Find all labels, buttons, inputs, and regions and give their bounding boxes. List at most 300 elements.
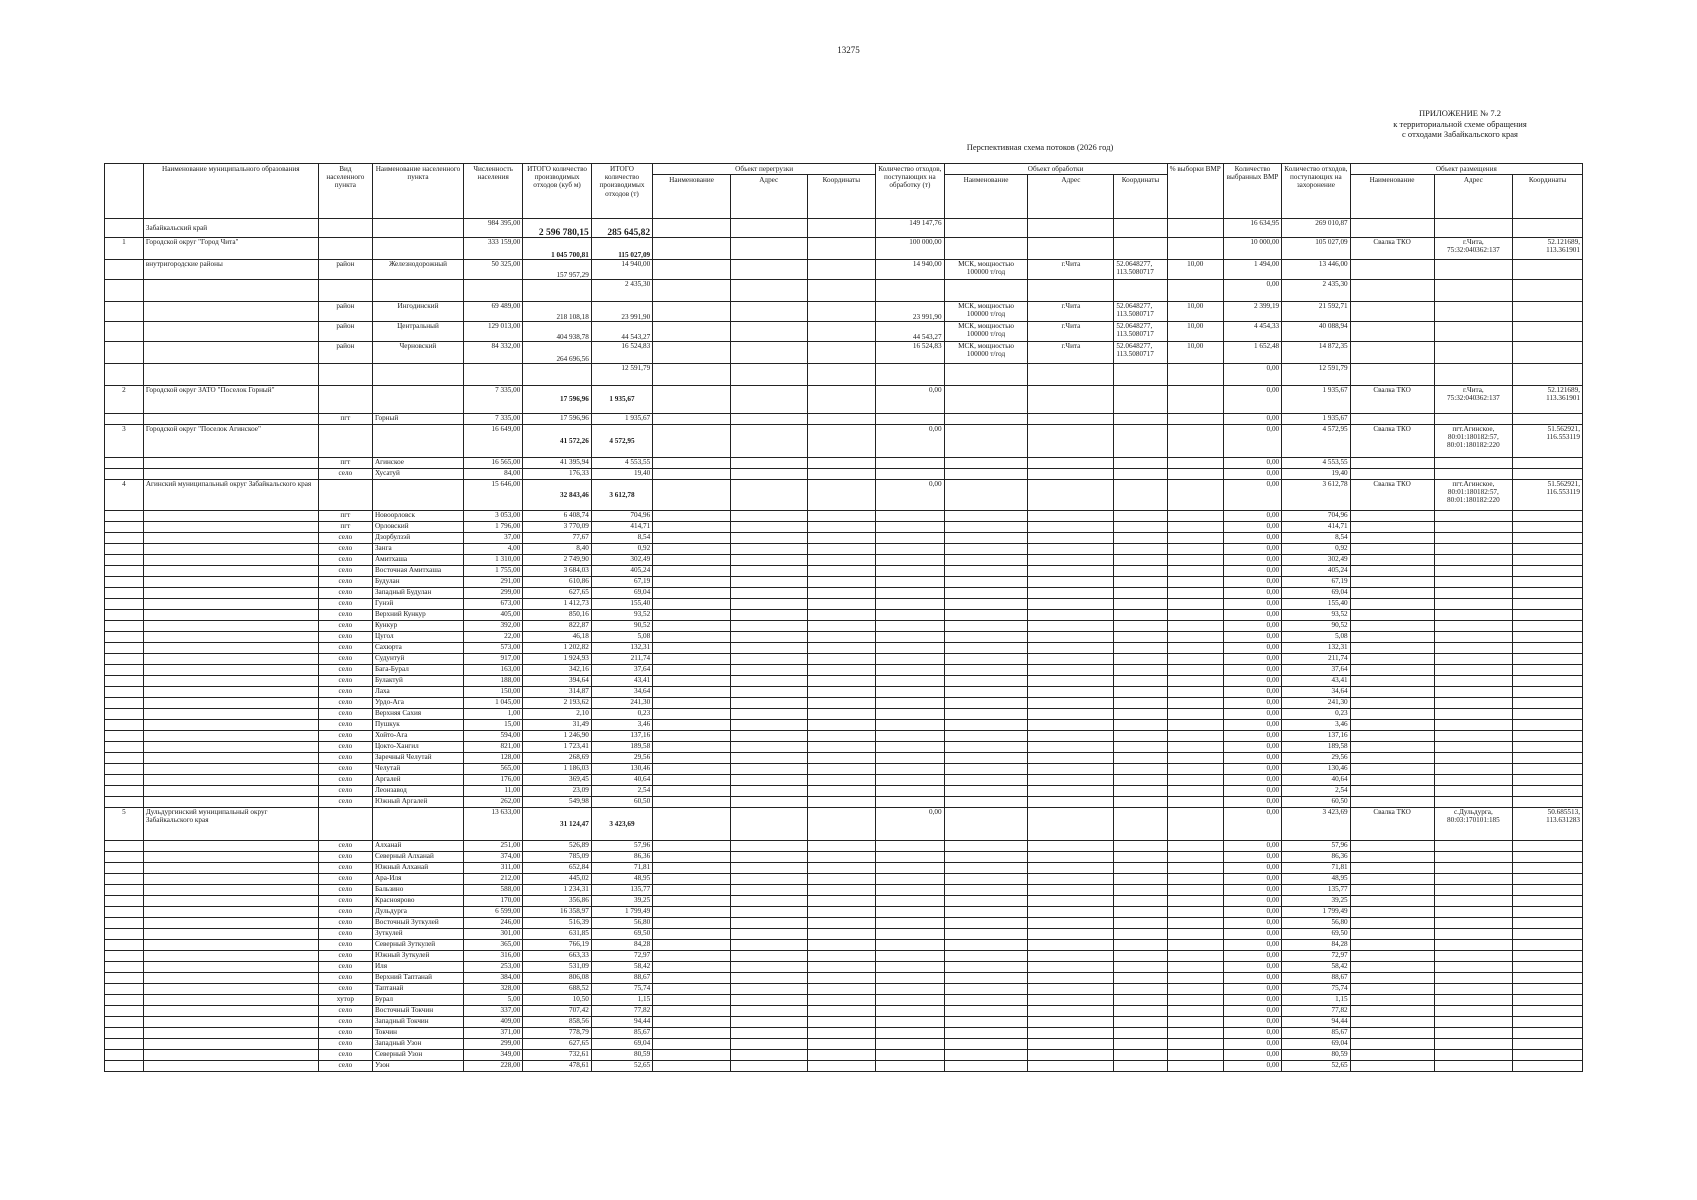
- settlement-type: пгт: [318, 511, 372, 522]
- settlement-type: село: [318, 555, 372, 566]
- row-number: 1: [105, 238, 144, 260]
- total-mass: 2 435,30: [591, 280, 652, 302]
- total-volume: 176,33: [523, 469, 592, 480]
- population: 405,00: [463, 610, 522, 621]
- settlement-row: [105, 577, 1583, 588]
- settlement-name: Леонзавод: [372, 786, 463, 797]
- settlement-name: Орловский: [372, 522, 463, 533]
- placement-coords: 52.121689, 113.361901: [1513, 386, 1583, 414]
- settlement-row: [105, 753, 1583, 764]
- appendix-line-3: с отходами Забайкальского края: [1402, 129, 1518, 139]
- to-burial: 405,24: [1282, 566, 1351, 577]
- total-volume: 1 246,90: [523, 731, 592, 742]
- settlement-row: [105, 566, 1583, 577]
- settlement-row: [105, 588, 1583, 599]
- to-burial: 1 935,67: [1282, 414, 1351, 425]
- total-mass: 130,46: [591, 764, 652, 775]
- total-volume: 2 749,90: [523, 555, 592, 566]
- vmr-qty: 0,00: [1223, 1006, 1281, 1017]
- region-to-processing: 149 147,76: [876, 219, 945, 238]
- vmr-qty: 0,00: [1223, 841, 1281, 852]
- total-volume: 16 358,97: [523, 907, 592, 918]
- settlement-row: [105, 1039, 1583, 1050]
- population: 16 565,00: [463, 458, 522, 469]
- total-volume: 32 843,46: [523, 480, 592, 511]
- total-volume: 549,98: [523, 797, 592, 808]
- settlement-name: Токчин: [372, 1028, 463, 1039]
- settlement-name: Красноярово: [372, 896, 463, 907]
- to-burial: 85,67: [1282, 1028, 1351, 1039]
- processing-address: г.Чита: [1028, 260, 1114, 280]
- row-number: 4: [105, 480, 144, 511]
- settlement-row: [105, 940, 1583, 951]
- population: 333 159,00: [463, 238, 522, 260]
- to-burial: 19,40: [1282, 469, 1351, 480]
- population: 392,00: [463, 621, 522, 632]
- total-mass: 88,67: [591, 973, 652, 984]
- to-burial: 72,97: [1282, 951, 1351, 962]
- to-burial: 1,15: [1282, 995, 1351, 1006]
- settlement-name: Пушкук: [372, 720, 463, 731]
- total-volume: 394,64: [523, 676, 592, 687]
- settlement-type: пгт: [318, 458, 372, 469]
- region-volume: 2 596 780,15: [523, 219, 592, 238]
- vmr-qty: 1 652,48: [1223, 342, 1281, 364]
- total-volume: 610,86: [523, 577, 592, 588]
- settlement-name: Бага-Бурал: [372, 665, 463, 676]
- total-mass: 704,96: [591, 511, 652, 522]
- to-burial: 132,31: [1282, 643, 1351, 654]
- vmr-qty: 0,00: [1223, 896, 1281, 907]
- population: 299,00: [463, 1039, 522, 1050]
- header-proc-name: Наименование: [944, 175, 1028, 219]
- vmr-qty: 0,00: [1223, 643, 1281, 654]
- total-mass: 29,56: [591, 753, 652, 764]
- to-burial: 43,41: [1282, 676, 1351, 687]
- vmr-qty: 0,00: [1223, 918, 1281, 929]
- header-municipality: Наименование муниципального образования: [143, 164, 318, 219]
- to-processing: 0,00: [876, 425, 945, 458]
- to-burial: 1 935,67: [1282, 386, 1351, 414]
- settlement-type: село: [318, 643, 372, 654]
- total-mass: 211,74: [591, 654, 652, 665]
- settlement-row: [105, 951, 1583, 962]
- vmr-qty: 0,00: [1223, 533, 1281, 544]
- settlement-row: [105, 984, 1583, 995]
- total-mass: 94,44: [591, 1017, 652, 1028]
- total-mass: 405,24: [591, 566, 652, 577]
- total-mass: 0,92: [591, 544, 652, 555]
- population: 262,00: [463, 797, 522, 808]
- total-mass: 52,65: [591, 1061, 652, 1072]
- district-row: [105, 260, 1583, 280]
- settlement-type: село: [318, 676, 372, 687]
- processing-name: МСК, мощностью 100000 т/год: [944, 302, 1028, 322]
- total-volume: 766,19: [523, 940, 592, 951]
- population: 299,00: [463, 588, 522, 599]
- settlement-row: [105, 720, 1583, 731]
- population: 69 489,00: [463, 302, 522, 322]
- settlement-type: село: [318, 731, 372, 742]
- population: 128,00: [463, 753, 522, 764]
- total-mass: 19,40: [591, 469, 652, 480]
- total-volume: 264 696,56: [523, 342, 592, 364]
- settlement-row: [105, 610, 1583, 621]
- settlement-type: село: [318, 896, 372, 907]
- settlement-type: село: [318, 929, 372, 940]
- appendix-line-1: ПРИЛОЖЕНИЕ № 7.2: [1419, 108, 1501, 118]
- vmr-qty: 0,00: [1223, 764, 1281, 775]
- population: 5,00: [463, 995, 522, 1006]
- settlement-type: район: [318, 260, 372, 280]
- settlement-type: хутор: [318, 995, 372, 1006]
- vmr-qty: 0,00: [1223, 610, 1281, 621]
- to-processing: 0,00: [876, 480, 945, 511]
- settlement-name: Бурал: [372, 995, 463, 1006]
- settlement-name: Восточная Амитхаша: [372, 566, 463, 577]
- to-burial: 0,23: [1282, 709, 1351, 720]
- settlement-row: [105, 1028, 1583, 1039]
- total-mass: 85,67: [591, 1028, 652, 1039]
- total-mass: 48,95: [591, 874, 652, 885]
- processing-address: г.Чита: [1028, 302, 1114, 322]
- total-volume: 41 395,94: [523, 458, 592, 469]
- settlement-type: село: [318, 940, 372, 951]
- placement-address: пгт.Агинское, 80:01:180182:57, 80:01:180182:220: [1434, 480, 1513, 511]
- total-mass: 37,64: [591, 665, 652, 676]
- population: 84 332,00: [463, 342, 522, 364]
- total-volume: 8,40: [523, 544, 592, 555]
- total-volume: 2 193,62: [523, 698, 592, 709]
- duldurga-settlement-rows: [105, 841, 1583, 1072]
- settlement-name: Восточный Токчин: [372, 1006, 463, 1017]
- settlement-row: [105, 995, 1583, 1006]
- vmr-qty: 0,00: [1223, 687, 1281, 698]
- vmr-qty: 0,00: [1223, 588, 1281, 599]
- header-place-address: Адрес: [1434, 175, 1513, 219]
- settlement-row: [105, 599, 1583, 610]
- settlement-row: [105, 709, 1583, 720]
- settlement-type: село: [318, 665, 372, 676]
- municipality-row-chita: [105, 238, 1583, 260]
- settlement-name: Новоорловск: [372, 511, 463, 522]
- settlement-type: село: [318, 1028, 372, 1039]
- population: 365,00: [463, 940, 522, 951]
- population: 374,00: [463, 852, 522, 863]
- to-burial: 88,67: [1282, 973, 1351, 984]
- vmr-qty: 0,00: [1223, 577, 1281, 588]
- population: 371,00: [463, 1028, 522, 1039]
- processing-coords: 52.0648277, 113.5080717: [1114, 260, 1167, 280]
- placement-coords: 50.685513, 113.631283: [1513, 808, 1583, 841]
- total-volume: 778,79: [523, 1028, 592, 1039]
- region-to-burial: 269 010,87: [1282, 219, 1351, 238]
- population: 291,00: [463, 577, 522, 588]
- header-proc-coords: Координаты: [1114, 175, 1167, 219]
- settlement-name: Северный Зуткулей: [372, 940, 463, 951]
- row-number: 5: [105, 808, 144, 841]
- total-volume: 41 572,26: [523, 425, 592, 458]
- to-burial: 37,64: [1282, 665, 1351, 676]
- population: 311,00: [463, 863, 522, 874]
- settlement-name: Сахюрта: [372, 643, 463, 654]
- total-mass: 86,36: [591, 852, 652, 863]
- settlement-row: [105, 698, 1583, 709]
- vmr-qty: 0,00: [1223, 632, 1281, 643]
- settlement-type: село: [318, 962, 372, 973]
- total-volume: 732,61: [523, 1050, 592, 1061]
- population: 16 649,00: [463, 425, 522, 458]
- total-volume: 23,09: [523, 786, 592, 797]
- to-burial: 3,46: [1282, 720, 1351, 731]
- settlement-type: село: [318, 621, 372, 632]
- header-reload-name: Наименование: [653, 175, 731, 219]
- population: 301,00: [463, 929, 522, 940]
- total-mass: 135,77: [591, 885, 652, 896]
- placement-address: пгт.Агинское, 80:01:180182:57, 80:01:180182:220: [1434, 425, 1513, 458]
- total-volume: 369,45: [523, 775, 592, 786]
- vmr-pct: 10,00: [1167, 302, 1223, 322]
- region-population: 984 395,00: [463, 219, 522, 238]
- total-mass: 84,28: [591, 940, 652, 951]
- population: 22,00: [463, 632, 522, 643]
- to-burial: 211,74: [1282, 654, 1351, 665]
- to-burial: 40 088,94: [1282, 322, 1351, 342]
- to-burial: 40,64: [1282, 775, 1351, 786]
- total-mass: 1,15: [591, 995, 652, 1006]
- total-mass: 4 553,55: [591, 458, 652, 469]
- district-row: [105, 342, 1583, 364]
- vmr-qty: 0,00: [1223, 720, 1281, 731]
- total-mass: 3,46: [591, 720, 652, 731]
- processing-name: МСК, мощностью 100000 т/год: [944, 342, 1028, 364]
- settlement-name: Челутай: [372, 764, 463, 775]
- total-volume: 531,09: [523, 962, 592, 973]
- total-volume: 6 408,74: [523, 511, 592, 522]
- vmr-qty: 0,00: [1223, 522, 1281, 533]
- vmr-qty: 0,00: [1223, 458, 1281, 469]
- vmr-qty: 0,00: [1223, 775, 1281, 786]
- to-burial: 4 572,95: [1282, 425, 1351, 458]
- settlement-row: [105, 643, 1583, 654]
- population: 150,00: [463, 687, 522, 698]
- municipality-name: Агинский муниципальный округ Забайкальского края: [143, 480, 318, 511]
- header-to-burial: Количество отходов, поступающих на захоронение: [1282, 164, 1351, 219]
- placement-name: Свалка ТКО: [1350, 808, 1434, 841]
- vmr-qty: 4 454,33: [1223, 322, 1281, 342]
- vmr-qty: 0,00: [1223, 742, 1281, 753]
- settlement-type: село: [318, 874, 372, 885]
- settlement-type: село: [318, 973, 372, 984]
- total-mass: 155,40: [591, 599, 652, 610]
- total-volume: 3 684,03: [523, 566, 592, 577]
- processing-address: г.Чита: [1028, 322, 1114, 342]
- total-volume: 663,33: [523, 951, 592, 962]
- settlement-type: село: [318, 1050, 372, 1061]
- total-mass: 16 524,83: [591, 342, 652, 364]
- processing-coords: 52.0648277, 113.5080717: [1114, 322, 1167, 342]
- population: 4,00: [463, 544, 522, 555]
- population: 316,00: [463, 951, 522, 962]
- to-burial: 137,16: [1282, 731, 1351, 742]
- to-burial: 3 612,78: [1282, 480, 1351, 511]
- municipality-row-gorny: [105, 386, 1583, 414]
- to-processing: 16 524,83: [876, 342, 945, 364]
- population: 129 013,00: [463, 322, 522, 342]
- settlement-name: Агинское: [372, 458, 463, 469]
- to-burial: 58,42: [1282, 962, 1351, 973]
- to-burial: 90,52: [1282, 621, 1351, 632]
- settlement-type: село: [318, 775, 372, 786]
- total-volume: 627,65: [523, 1039, 592, 1050]
- to-burial: 12 591,79: [1282, 364, 1351, 386]
- to-burial: 13 446,00: [1282, 260, 1351, 280]
- total-volume: 822,87: [523, 621, 592, 632]
- vmr-qty: 0,00: [1223, 1050, 1281, 1061]
- vmr-qty: 0,00: [1223, 852, 1281, 863]
- population: 163,00: [463, 665, 522, 676]
- settlement-type: село: [318, 863, 372, 874]
- to-burial: 189,58: [1282, 742, 1351, 753]
- to-burial: 2,54: [1282, 786, 1351, 797]
- vmr-qty: 0,00: [1223, 1017, 1281, 1028]
- total-mass: 4 572,95: [591, 425, 652, 458]
- settlement-name: Черновский: [372, 342, 463, 364]
- settlement-type: село: [318, 709, 372, 720]
- to-burial: 5,08: [1282, 632, 1351, 643]
- population: 1 310,00: [463, 555, 522, 566]
- settlement-type: село: [318, 841, 372, 852]
- population: 253,00: [463, 962, 522, 973]
- settlement-row: [105, 852, 1583, 863]
- total-volume: 17 596,96: [523, 414, 592, 425]
- settlement-row: [105, 654, 1583, 665]
- settlement-type: село: [318, 852, 372, 863]
- total-volume: 516,39: [523, 918, 592, 929]
- vmr-qty: 0,00: [1223, 984, 1281, 995]
- vmr-qty: 1 494,00: [1223, 260, 1281, 280]
- population: 917,00: [463, 654, 522, 665]
- total-mass: 39,25: [591, 896, 652, 907]
- district-remainder-row: [105, 364, 1583, 386]
- total-mass: 5,08: [591, 632, 652, 643]
- settlement-row: [105, 731, 1583, 742]
- settlement-row: [105, 544, 1583, 555]
- total-volume: 631,85: [523, 929, 592, 940]
- vmr-qty: 0,00: [1223, 654, 1281, 665]
- total-volume: 1 186,03: [523, 764, 592, 775]
- population: 1 045,00: [463, 698, 522, 709]
- population: 251,00: [463, 841, 522, 852]
- total-mass: 71,81: [591, 863, 652, 874]
- settlement-name: Верхний Таптанай: [372, 973, 463, 984]
- total-mass: 1 935,67: [591, 414, 652, 425]
- vmr-qty: 0,00: [1223, 940, 1281, 951]
- to-burial: 3 423,69: [1282, 808, 1351, 841]
- vmr-qty: 0,00: [1223, 995, 1281, 1006]
- settlement-name: Дзорбулзэй: [372, 533, 463, 544]
- settlement-row: [105, 962, 1583, 973]
- settlement-row: [105, 1061, 1583, 1072]
- vmr-pct: 10,00: [1167, 342, 1223, 364]
- to-processing: 23 991,90: [876, 302, 945, 322]
- settlement-name: Западный Узон: [372, 1039, 463, 1050]
- population: 15,00: [463, 720, 522, 731]
- settlement-name: Ингодинский: [372, 302, 463, 322]
- header-reload-address: Адрес: [730, 175, 807, 219]
- total-volume: 806,08: [523, 973, 592, 984]
- settlement-type: район: [318, 322, 372, 342]
- vmr-qty: 0,00: [1223, 808, 1281, 841]
- settlement-row: [105, 621, 1583, 632]
- total-volume: 356,86: [523, 896, 592, 907]
- settlement-type: село: [318, 566, 372, 577]
- settlement-type: село: [318, 610, 372, 621]
- settlement-name: Цокто-Хангил: [372, 742, 463, 753]
- settlement-name: Аргалей: [372, 775, 463, 786]
- total-mass: 43,41: [591, 676, 652, 687]
- population: 1 796,00: [463, 522, 522, 533]
- to-processing: 14 940,00: [876, 260, 945, 280]
- settlement-name: Иля: [372, 962, 463, 973]
- population: 188,00: [463, 676, 522, 687]
- municipality-name: Городской округ "Город Чита": [143, 238, 318, 260]
- to-burial: 60,50: [1282, 797, 1351, 808]
- total-mass: 67,19: [591, 577, 652, 588]
- to-burial: 56,80: [1282, 918, 1351, 929]
- settlement-row: [105, 929, 1583, 940]
- settlement-row: [105, 907, 1583, 918]
- settlement-name: Узон: [372, 1061, 463, 1072]
- settlement-row: [105, 555, 1583, 566]
- header-total-volume: ИТОГО количество производимых отходов (куб м): [523, 164, 592, 219]
- to-burial: 14 872,35: [1282, 342, 1351, 364]
- header-row-1: [105, 164, 1583, 175]
- total-mass: 3 612,78: [591, 480, 652, 511]
- header-vmr-qty: Количество выбранных ВМР: [1223, 164, 1281, 219]
- vmr-qty: 0,00: [1223, 414, 1281, 425]
- settlement-type: район: [318, 302, 372, 322]
- to-burial: 77,82: [1282, 1006, 1351, 1017]
- vmr-qty: 2 399,19: [1223, 302, 1281, 322]
- vmr-qty: 0,00: [1223, 1061, 1281, 1072]
- to-burial: 84,28: [1282, 940, 1351, 951]
- to-burial: 67,19: [1282, 577, 1351, 588]
- vmr-pct: 10,00: [1167, 260, 1223, 280]
- header-proc-address: Адрес: [1028, 175, 1114, 219]
- population: 594,00: [463, 731, 522, 742]
- population: 384,00: [463, 973, 522, 984]
- settlement-name: Западный Будулан: [372, 588, 463, 599]
- population: 84,00: [463, 469, 522, 480]
- total-mass: 69,04: [591, 588, 652, 599]
- to-burial: 69,04: [1282, 1039, 1351, 1050]
- settlement-row: [105, 469, 1583, 480]
- total-volume: 268,69: [523, 753, 592, 764]
- vmr-qty: 0,00: [1223, 386, 1281, 414]
- settlement-name: Алханай: [372, 841, 463, 852]
- settlement-row: [105, 786, 1583, 797]
- total-mass: 72,97: [591, 951, 652, 962]
- to-burial: 71,81: [1282, 863, 1351, 874]
- total-mass: 2,54: [591, 786, 652, 797]
- settlement-type: село: [318, 720, 372, 731]
- total-mass: 56,80: [591, 918, 652, 929]
- settlement-type: село: [318, 797, 372, 808]
- settlement-type: село: [318, 544, 372, 555]
- settlement-type: село: [318, 753, 372, 764]
- header-reload-coords: Координаты: [807, 175, 876, 219]
